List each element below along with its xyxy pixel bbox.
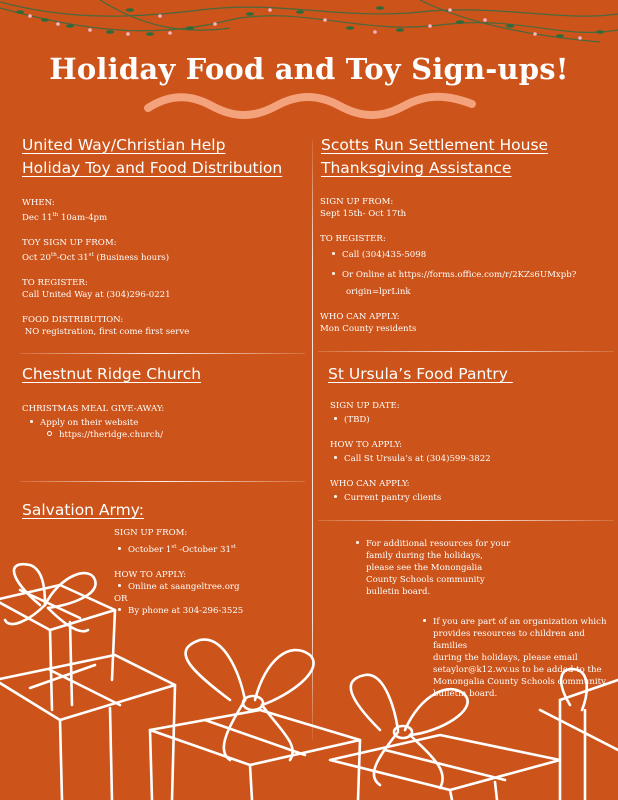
list-item: By phone at 304-296-3525 <box>114 605 309 617</box>
resources-note: For additional resources for your family during the holidays, please see the Monongalia County Schools community bulletin board. <box>356 538 556 598</box>
how-to-apply-label: HOW TO APPLY: <box>330 440 403 450</box>
united-way-heading: United Way/Christian Help Holiday Toy and Food Distribution <box>22 136 283 177</box>
column-divider <box>312 140 313 740</box>
signup-value: Sept 15th- Oct 17th <box>320 209 407 219</box>
register-label: TO REGISTER: <box>320 234 386 244</box>
when-label: WHEN: <box>22 198 55 208</box>
signup-label: SIGN UP FROM: <box>320 197 394 207</box>
food-distribution-value: NO registration, first come first serve <box>22 326 190 337</box>
website-link[interactable]: https://theridge.church/ <box>22 429 307 441</box>
list-item: Online at saangeltree.org <box>114 581 309 593</box>
st-ursula-details <box>330 400 610 504</box>
list-item-continued: origin=lprLink <box>346 287 411 297</box>
chestnut-ridge-heading: Chestnut Ridge Church <box>22 365 202 383</box>
page-title: Holiday Food and Toy Sign-ups! <box>49 52 569 86</box>
signup-date-label: SIGN UP DATE: <box>330 401 400 411</box>
list-item: October 1st -October 31st <box>114 541 309 556</box>
salvation-army-details <box>114 527 309 617</box>
how-to-apply-label: HOW TO APPLY: <box>114 569 187 580</box>
section-divider <box>318 520 614 521</box>
list-item: Current pantry clients <box>330 492 610 504</box>
who-can-apply-value: Mon County residents <box>320 324 417 334</box>
toy-signup-value: Oct 20th-Oct 31st (Business hours) <box>22 251 170 263</box>
signup-label: SIGN UP FROM: <box>114 528 188 538</box>
register-label: TO REGISTER: <box>22 277 88 288</box>
section-divider <box>20 353 305 354</box>
section-divider <box>318 351 614 352</box>
united-way-details <box>22 197 307 338</box>
list-item: Call St Ursula’s at (304)599-3822 <box>330 453 610 465</box>
garland-decoration <box>0 0 618 60</box>
section-divider <box>20 481 305 482</box>
when-value: Dec 11th 10am-4pm <box>22 212 108 223</box>
scotts-run-details <box>320 196 615 335</box>
who-can-apply-label: WHO CAN APPLY: <box>330 479 410 489</box>
who-can-apply-label: WHO CAN APPLY: <box>320 312 400 322</box>
salvation-army-heading: Salvation Army: <box>22 501 145 519</box>
list-item: Apply on their website <box>22 417 307 429</box>
chestnut-ridge-details <box>22 403 307 441</box>
scotts-run-heading: Scotts Run Settlement House Thanksgiving Assistance <box>321 136 549 177</box>
wave-ribbon-decoration <box>140 92 480 120</box>
meal-giveaway-label: CHRISTMAS MEAL GIVE-AWAY: <box>22 404 165 414</box>
food-distribution-label: FOOD DISTRIBUTION: <box>22 314 124 325</box>
list-item: Or Online at https://forms.office.com/r/2KZs6UMxpb? <box>320 267 615 284</box>
st-ursula-heading: St Ursula’s Food Pantry <box>328 365 513 383</box>
organization-note: If you are part of an organization which provides resources to children and families during the holidays, please email setaylor@k12.wv.us to be added to the Monongalia County Schools community bulletin board. <box>423 616 618 700</box>
list-item: (TBD) <box>330 414 610 426</box>
toy-signup-label: TOY SIGN UP FROM: <box>22 237 117 248</box>
list-item: Call (304)435-5098 <box>320 249 615 261</box>
register-value: Call United Way at (304)296-0221 <box>22 289 171 300</box>
or-label: OR <box>114 593 128 604</box>
